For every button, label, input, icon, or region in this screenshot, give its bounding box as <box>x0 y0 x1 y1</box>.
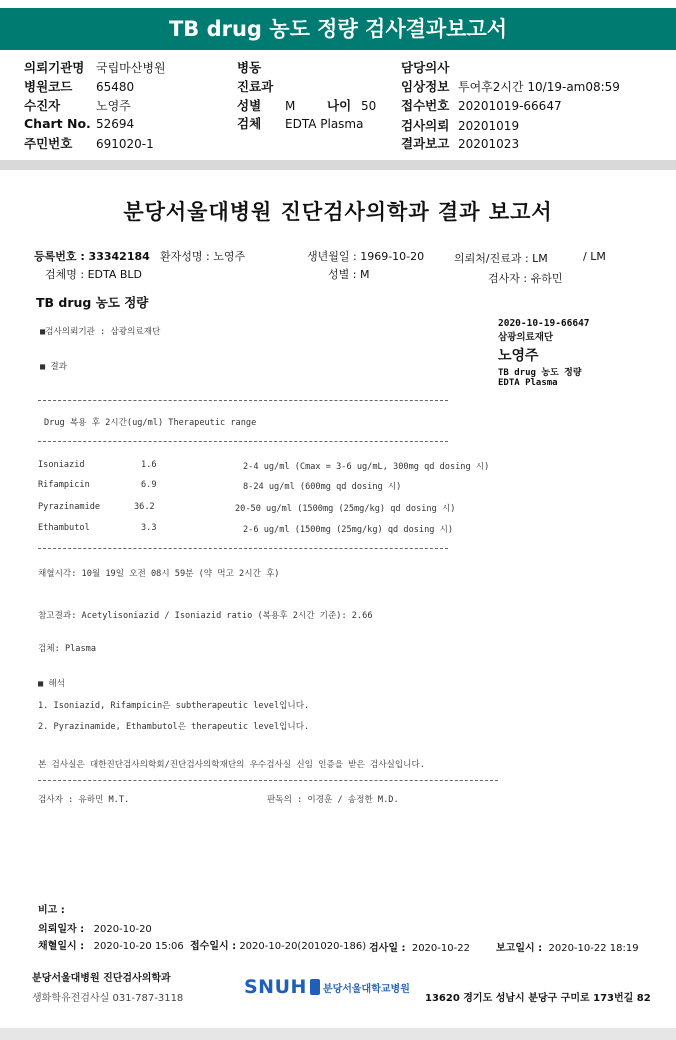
header-label: 임상정보 <box>401 79 450 94</box>
test-date-value: 2020-10-22 <box>411 943 470 954</box>
header-row <box>237 58 285 76</box>
specimen-name: 검체명 : EDTA BLD <box>45 268 143 281</box>
header-value: 20201023 <box>458 137 520 151</box>
reading-physician: 판독의 : 이경훈 / 송정한 M.D. <box>267 795 399 805</box>
label-patient: 노영주 <box>498 348 539 364</box>
drug-level: 6.9 <box>141 480 157 490</box>
header-value: 20201019 <box>458 119 520 133</box>
drug-name: Isoniazid <box>38 460 85 470</box>
header-value: 국립마산병원 <box>96 61 166 75</box>
header-label: 접수번호 <box>401 98 450 113</box>
report-title: TB drug 농도 정량 검사결과보고서 <box>0 8 676 50</box>
divider <box>38 548 448 549</box>
note-label: 비고 : <box>38 905 65 916</box>
specimen-type: 검체: Plasma <box>38 644 96 654</box>
request-date <box>38 920 152 935</box>
tester: 검사자 : 유하민 <box>488 272 563 285</box>
interpretation-1: 1. Isoniazid, Rifampicin은 subtherapeutic level입니다. <box>38 701 310 711</box>
header-row <box>401 58 458 76</box>
header-value: 투여후2시간 10/19-am08:59 <box>458 80 620 94</box>
header-label: 의뢰기관명 <box>24 60 85 75</box>
logo-text: SNUH <box>244 976 307 998</box>
drug-level: 36.2 <box>134 502 155 512</box>
collection-datetime-label: 채혈일시 : <box>38 941 85 952</box>
header-value: EDTA Plasma <box>285 117 364 131</box>
receipt-datetime <box>190 937 366 952</box>
header-row <box>401 96 562 114</box>
header-value: 691020-1 <box>96 137 154 151</box>
test-date-label: 검사일 : <box>369 943 406 954</box>
label-lab: 삼광의료재단 <box>498 332 554 343</box>
bottom-band <box>0 1028 676 1040</box>
test-date <box>369 939 470 954</box>
drug-range: 2-6 ug/ml (1500mg (25mg/kg) qd dosing 시) <box>243 525 454 535</box>
receipt-datetime-value: 2020-10-20(201020-186) <box>239 941 367 952</box>
age-label: 나이 <box>327 98 352 113</box>
requesting-institution: ■검사의뢰기관 : 삼광의료재단 <box>40 327 161 337</box>
reference-result: 참고결과: Acetylisoniazid / Isoniazid ratio (복용후 2시간 기준): 2.66 <box>38 611 373 621</box>
divider <box>38 400 448 401</box>
drug-range: 2-4 ug/ml (Cmax = 3-6 ug/mL, 300mg qd dosing 시) <box>243 462 490 472</box>
divider <box>38 441 448 442</box>
result-heading: ■ 결과 <box>40 362 67 372</box>
label-test: TB drug 농도 정량 <box>498 368 582 378</box>
header-value: 20201019-66647 <box>458 99 562 113</box>
certification: 본 검사실은 대한진단검사의학회/진단검사의학재단의 우수검사실 신임 인증을 받은 검사실입니다. <box>38 760 425 770</box>
age-value: 50 <box>361 99 377 113</box>
collection-datetime <box>38 937 184 952</box>
interpretation-heading: ■ 해석 <box>38 679 65 689</box>
header-label: 담당의사 <box>401 60 450 75</box>
header-row <box>24 96 131 114</box>
header-label: 수진자 <box>24 98 61 113</box>
logo-hospital-name: 분당서울대학교병원 <box>322 983 410 995</box>
header-label: 성별 <box>237 98 262 113</box>
header-row <box>24 134 154 152</box>
header-row <box>24 58 166 76</box>
header-label: 병원코드 <box>24 79 73 94</box>
logo-mark-icon <box>310 979 320 995</box>
header-label: 진료과 <box>237 79 274 94</box>
hospital-logo <box>244 976 410 998</box>
header-label: 병동 <box>237 60 262 75</box>
header-row <box>401 116 519 134</box>
header-label: 주민번호 <box>24 136 73 151</box>
section-title: TB drug 농도 정량 <box>36 295 149 310</box>
address: 13620 경기도 성남시 분당구 구미로 173번길 82 <box>425 993 651 1004</box>
header-row <box>237 114 363 132</box>
department-name: 분당서울대병원 진단검사의학과 <box>32 973 171 984</box>
label-specimen: EDTA Plasma <box>498 378 558 388</box>
lab-technician: 검사자 : 유하민 M.T. <box>38 795 130 805</box>
drug-level: 3.3 <box>141 523 157 533</box>
drug-name: Ethambutol <box>38 523 90 533</box>
header-label: Chart No. <box>24 116 91 131</box>
header-value: 65480 <box>96 80 135 94</box>
header-row <box>24 77 134 95</box>
registration-number: 등록번호 : 33342184 <box>34 250 150 263</box>
scan-title: 분당서울대병원 진단검사의학과 결과 보고서 <box>123 200 553 224</box>
drug-range: 8-24 ug/ml (600mg qd dosing 시) <box>243 482 402 492</box>
header-value: 52694 <box>96 117 135 131</box>
collection-time: 채혈시각: 10월 19일 오전 08시 59분 (약 먹고 2시간 후) <box>38 569 280 579</box>
collection-datetime-value: 2020-10-20 15:06 <box>93 941 184 952</box>
column-header: Drug 복용 후 2시간(ug/ml) Therapeutic range <box>44 418 257 428</box>
requesting-dept: 의뢰처/진료과 : LM <box>454 252 548 265</box>
report-datetime <box>496 939 639 954</box>
date-of-birth: 생년월일 : 1969-10-20 <box>307 250 425 263</box>
label-accession: 2020-10-19-66647 <box>498 318 590 329</box>
patient-name: 환자성명 : 노영주 <box>160 250 246 263</box>
header-row <box>401 134 519 152</box>
sex: 성별 : M <box>328 268 370 281</box>
header-value: 노영주 <box>96 99 131 113</box>
requesting-dept-2: / LM <box>583 250 606 263</box>
receipt-datetime-label: 접수일시 : <box>190 941 237 952</box>
request-date-label: 의뢰일자 : <box>38 924 85 935</box>
header-row <box>237 96 376 114</box>
specimen-label <box>498 318 590 388</box>
lab-contact: 생화학유전검사실 031-787-3118 <box>32 993 184 1004</box>
header-row <box>24 116 134 131</box>
drug-level: 1.6 <box>141 460 157 470</box>
drug-name: Pyrazinamide <box>38 502 101 512</box>
request-date-value: 2020-10-20 <box>93 924 152 935</box>
report-datetime-value: 2020-10-22 18:19 <box>548 943 639 954</box>
separator-band <box>0 160 676 170</box>
drug-range: 20-50 ug/ml (1500mg (25mg/kg) qd dosing 시) <box>235 504 456 514</box>
divider <box>38 780 498 781</box>
header-label: 결과보고 <box>401 136 450 151</box>
header-value: M <box>285 99 296 113</box>
header-label: 검체 <box>237 116 262 131</box>
header-row <box>401 77 620 95</box>
interpretation-2: 2. Pyrazinamide, Ethambutol은 therapeutic level입니다. <box>38 722 310 732</box>
drug-name: Rifampicin <box>38 480 90 490</box>
header-row <box>237 77 285 95</box>
report-datetime-label: 보고일시 : <box>496 943 543 954</box>
header-label: 검사의뢰 <box>401 118 450 133</box>
